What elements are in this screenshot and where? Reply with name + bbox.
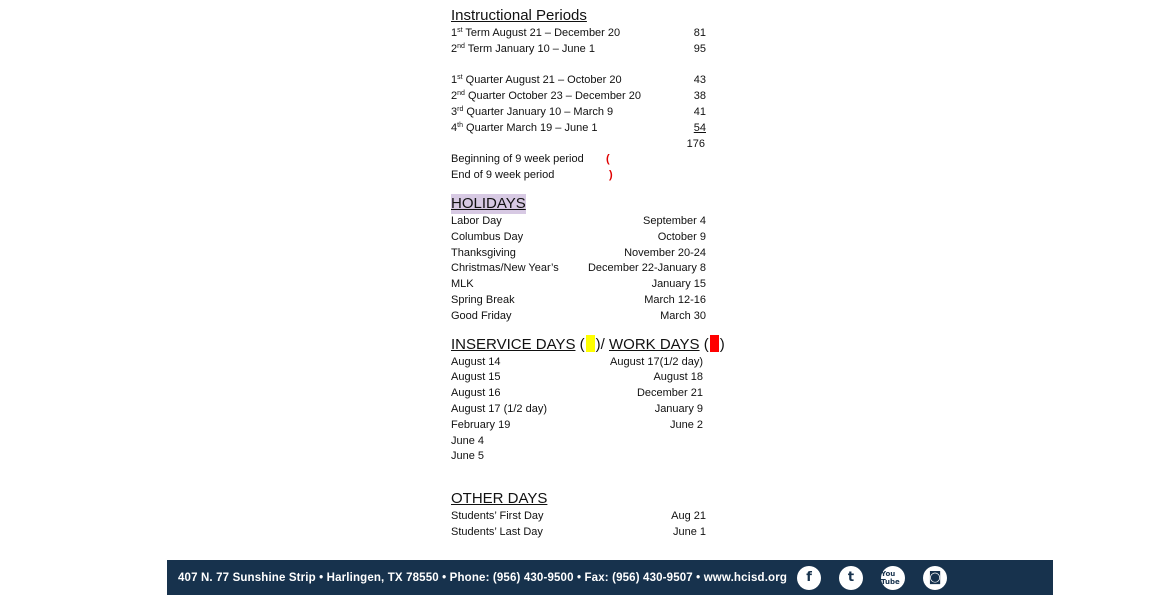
holiday-row: Good Friday March 30 — [451, 309, 706, 322]
quarter-days: 43 — [693, 74, 706, 87]
instructional-periods-section — [451, 6, 721, 184]
inservice-section — [451, 335, 725, 466]
term-row: 2nd Term January 10 – June 1 95 — [451, 42, 706, 58]
total-days: 176 — [686, 137, 705, 150]
inservice-row: August 14 August 17(1/2 day) — [451, 355, 703, 368]
footer-contact-text: 407 N. 77 Sunshine Strip • Harlingen, TX 78550 • Phone: (956) 430-9500 • Fax: (956) 430-9507 • www.hcisd.org — [178, 571, 788, 584]
inservice-color-swatch — [586, 335, 595, 352]
facebook-icon[interactable]: f — [797, 566, 821, 590]
calendar-document — [451, 6, 725, 541]
other-days-heading: OTHER DAYS — [451, 490, 548, 508]
other-day-row: Students’ Last Day June 1 — [451, 525, 706, 538]
inservice-row: August 16 December 21 — [451, 387, 703, 400]
contact-footer — [167, 560, 1053, 595]
total-row — [451, 137, 706, 153]
inservice-row: February 19 June 2 — [451, 418, 703, 431]
quarter-days: 54 — [693, 121, 706, 134]
quarter-row: 3rd Quarter January 10 – March 9 41 — [451, 105, 706, 121]
other-day-row: Students’ First Day Aug 21 — [451, 510, 706, 523]
quarter-row: 1st Quarter August 21 – October 20 43 — [451, 73, 706, 89]
quarter-days: 41 — [693, 105, 706, 118]
instagram-icon[interactable]: ◙ — [923, 566, 947, 590]
end-period-row: End of 9 week period ) — [451, 168, 721, 184]
holidays-heading: HOLIDAYS — [451, 194, 526, 212]
inservice-heading: INSERVICE DAYS ( )/ WORK DAYS ( ) — [451, 335, 725, 353]
inservice-row: June 5 — [451, 450, 485, 463]
begin-period-row: Beginning of 9 week period ( — [451, 152, 721, 168]
term-row: 1st Term August 21 – December 20 81 — [451, 26, 706, 42]
holiday-row: Thanksgiving November 20-24 — [451, 246, 706, 259]
quarter-days: 38 — [693, 90, 706, 103]
twitter-icon[interactable]: t — [839, 566, 863, 590]
other-days-section — [451, 489, 706, 541]
term-days: 95 — [693, 42, 706, 55]
instructional-periods-heading: Instructional Periods — [451, 7, 587, 24]
quarter-row: 4th Quarter March 19 – June 1 54 — [451, 121, 706, 137]
holiday-row: Labor Day September 4 — [451, 214, 706, 227]
holiday-row: Christmas/New Year’s December 22-January 8 — [451, 262, 706, 275]
quarter-row: 2nd Quarter October 23 – December 20 38 — [451, 89, 706, 105]
term-days: 81 — [693, 27, 706, 39]
workday-color-swatch — [710, 335, 719, 352]
inservice-row: August 17 (1/2 day) January 9 — [451, 402, 703, 415]
inservice-row: June 4 — [451, 434, 485, 447]
holiday-row: Columbus Day October 9 — [451, 230, 706, 243]
social-links — [797, 566, 965, 590]
holiday-row: Spring Break March 12-16 — [451, 293, 706, 306]
youtube-icon[interactable]: You Tube — [881, 566, 905, 590]
holiday-row: MLK January 15 — [451, 278, 706, 291]
holidays-section — [451, 194, 706, 325]
end-mark: ) — [609, 169, 613, 182]
inservice-row: August 15 August 18 — [451, 371, 703, 384]
begin-mark: ( — [606, 153, 610, 166]
